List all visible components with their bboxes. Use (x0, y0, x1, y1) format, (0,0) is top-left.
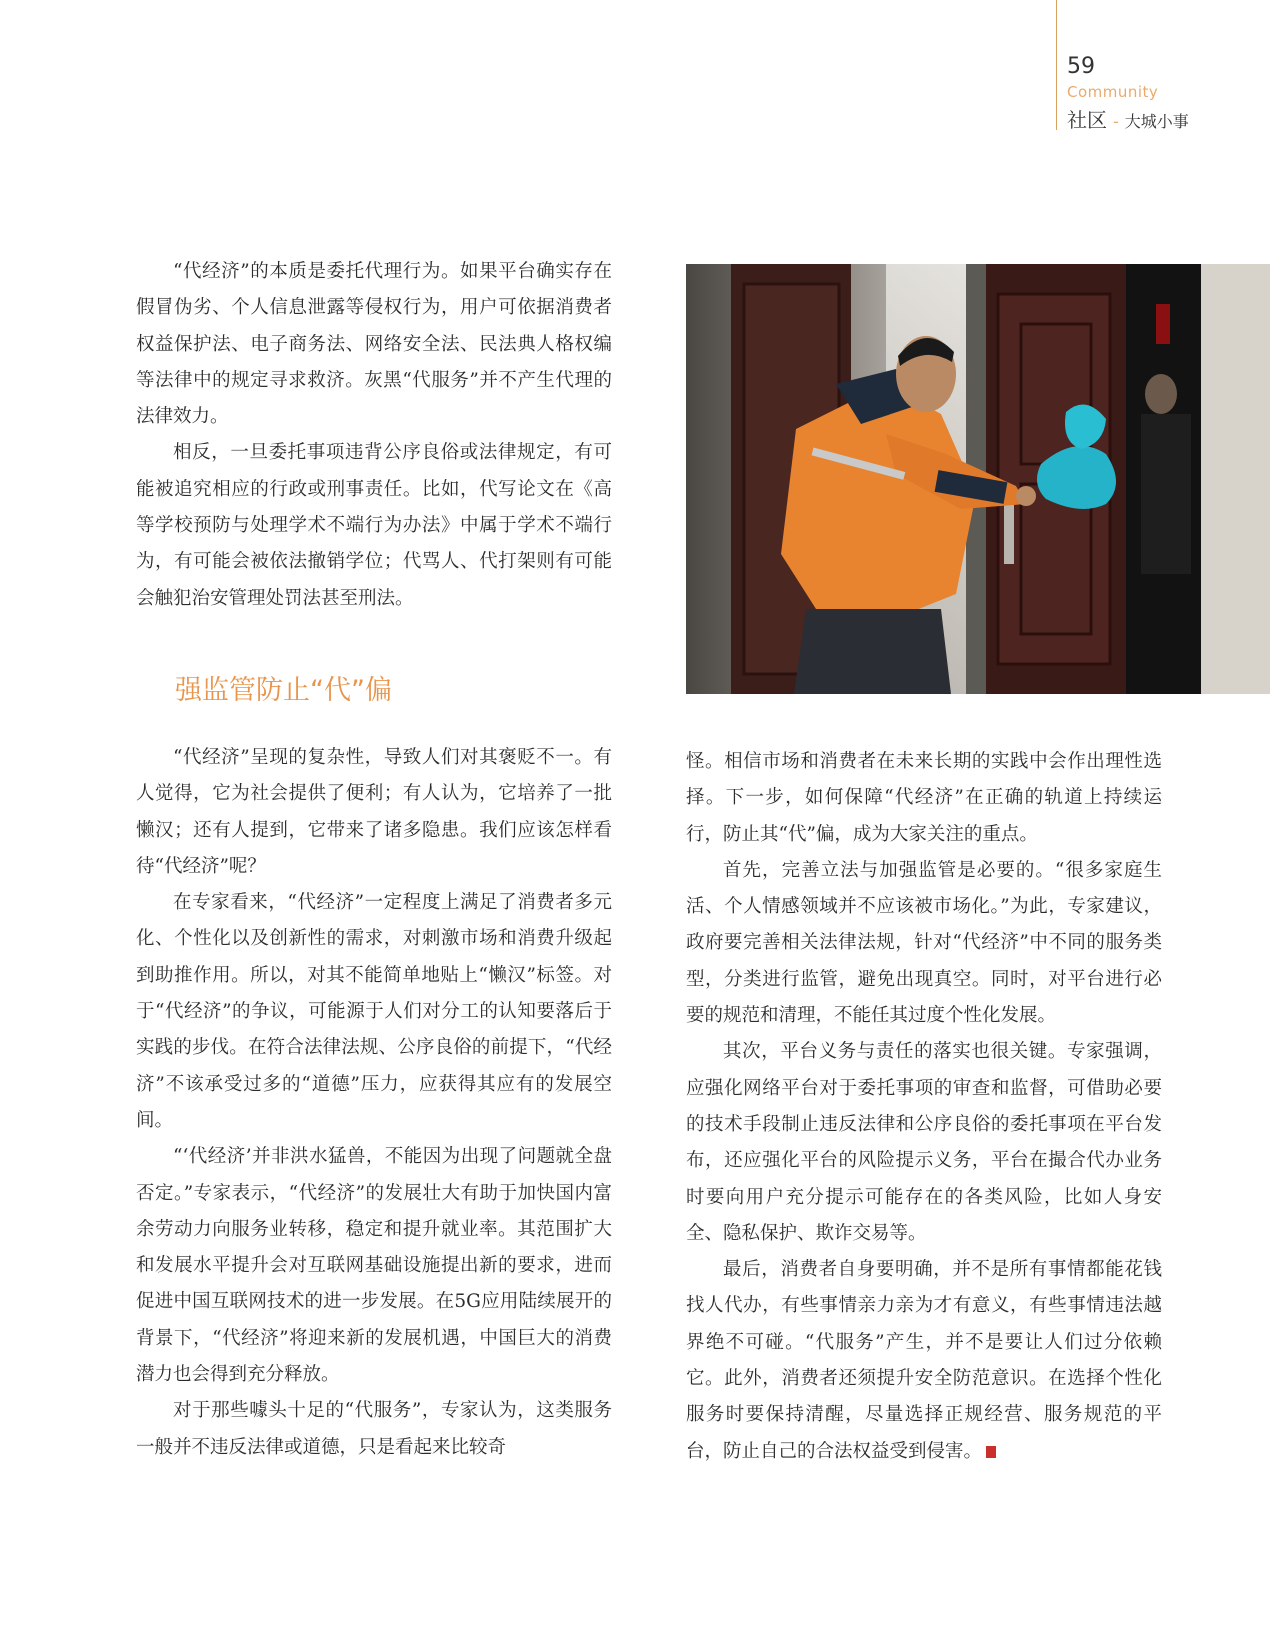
paragraph: “代经济”的本质是委托代理行为。如果平台确实存在假冒伪劣、个人信息泄露等侵权行为，用户可依据消费者权益保护法、电子商务法、网络安全法、民法典人格权编等法律中的规定寻求救济。灰黑“代服务”并不产生代理的法律效力。 (136, 261, 612, 428)
paragraph-text: 最后，消费者自身要明确，并不是所有事情都能花钱找人代办，有些事情亲力亲为才有意义，有些事情违法越界绝不可碰。“代服务”产生，并不是要让人们过分依赖它。此外，消费者还须提升安全防范意识。在选择个性化服务时要保持清醒，尽量选择正规经营、服务规范的平台，防止自己的合法权益受到侵害。 (686, 1259, 1162, 1462)
paragraph-final (686, 1252, 1162, 1470)
section-line (1067, 104, 1189, 133)
section-name-en: Community (1067, 83, 1159, 101)
paragraph: “代经济”呈现的复杂性，导致人们对其褒贬不一。有人觉得，它为社会提供了便利；有人认为，它培养了一批懒汉；还有人提到，它带来了诸多隐患。我们应该怎样看待“代经济”呢？ (136, 747, 612, 877)
end-mark-icon (986, 1446, 996, 1458)
section-heading: 强监管防止“代”偏 (175, 675, 392, 706)
page-header (1056, 0, 1256, 130)
paragraph: “‘代经济’并非洪水猛兽，不能因为出现了问题就全盘否定。”专家表示，“代经济”的发展壮大有助于加快国内富余劳动力向服务业转移，稳定和提升就业率。其范围扩大和发展水平提升会对互联网基础设施提出新的要求，进而促进中国互联网技术的进一步发展。在5G应用陆续展开的背景下，“代经济”将迎来新的发展机遇，中国巨大的消费潜力也会得到充分释放。 (136, 1146, 612, 1386)
paragraph: 怪。相信市场和消费者在未来长期的实践中会作出理性选择。下一步，如何保障“代经济”在正确的轨道上持续运行，防止其“代”偏，成为大家关注的重点。 (686, 751, 1162, 845)
subsection-name: 大城小事 (1124, 112, 1189, 131)
column-right (686, 744, 1162, 1470)
section-separator: - (1113, 112, 1119, 131)
column-left-bottom (136, 740, 612, 1466)
paragraph: 其次，平台义务与责任的落实也很关键。专家强调，应强化网络平台对于委托事项的审查和监督，可借助必要的技术手段制止违反法律和公序良俗的委托事项在平台发布，还应强化平台的风险提示义务，平台在撮合代办业务时要向用户充分提示可能存在的各类风险，比如人身安全、隐私保护、欺诈交易等。 (686, 1041, 1162, 1244)
paragraph: 在专家看来，“代经济”一定程度上满足了消费者多元化、个性化以及创新性的需求，对刺激市场和消费升级起到助推作用。所以，对其不能简单地贴上“懒汉”标签。对于“代经济”的争议，可能源于人们对分工的认知要落后于实践的步伐。在符合法律法规、公序良俗的前提下，“代经济”不该承受过多的“道德”压力，应获得其应有的发展空间。 (136, 892, 612, 1131)
column-left-top (136, 254, 612, 617)
page-number: 59 (1067, 54, 1095, 79)
photo-courier-delivering-bag (686, 264, 1270, 694)
article-photo (686, 264, 1270, 694)
paragraph: 相反，一旦委托事项违背公序良俗或法律规定，有可能被追究相应的行政或刑事责任。比如，代写论文在《高等学校预防与处理学术不端行为办法》中属于学术不端行为，有可能会被依法撤销学位；代骂人、代打架则有可能会触犯治安管理处罚法甚至刑法。 (136, 442, 612, 609)
section-name-cn: 社区 (1067, 108, 1107, 132)
paragraph: 首先，完善立法与加强监管是必要的。“很多家庭生活、个人情感领域并不应该被市场化。”为此，专家建议，政府要完善相关法律法规，针对“代经济”中不同的服务类型，分类进行监管，避免出现真空。同时，对平台进行必要的规范和清理，不能任其过度个性化发展。 (686, 859, 1162, 1027)
paragraph: 对于那些噱头十足的“代服务”，专家认为，这类服务一般并不违反法律或道德，只是看起来比较奇 (136, 1400, 612, 1458)
